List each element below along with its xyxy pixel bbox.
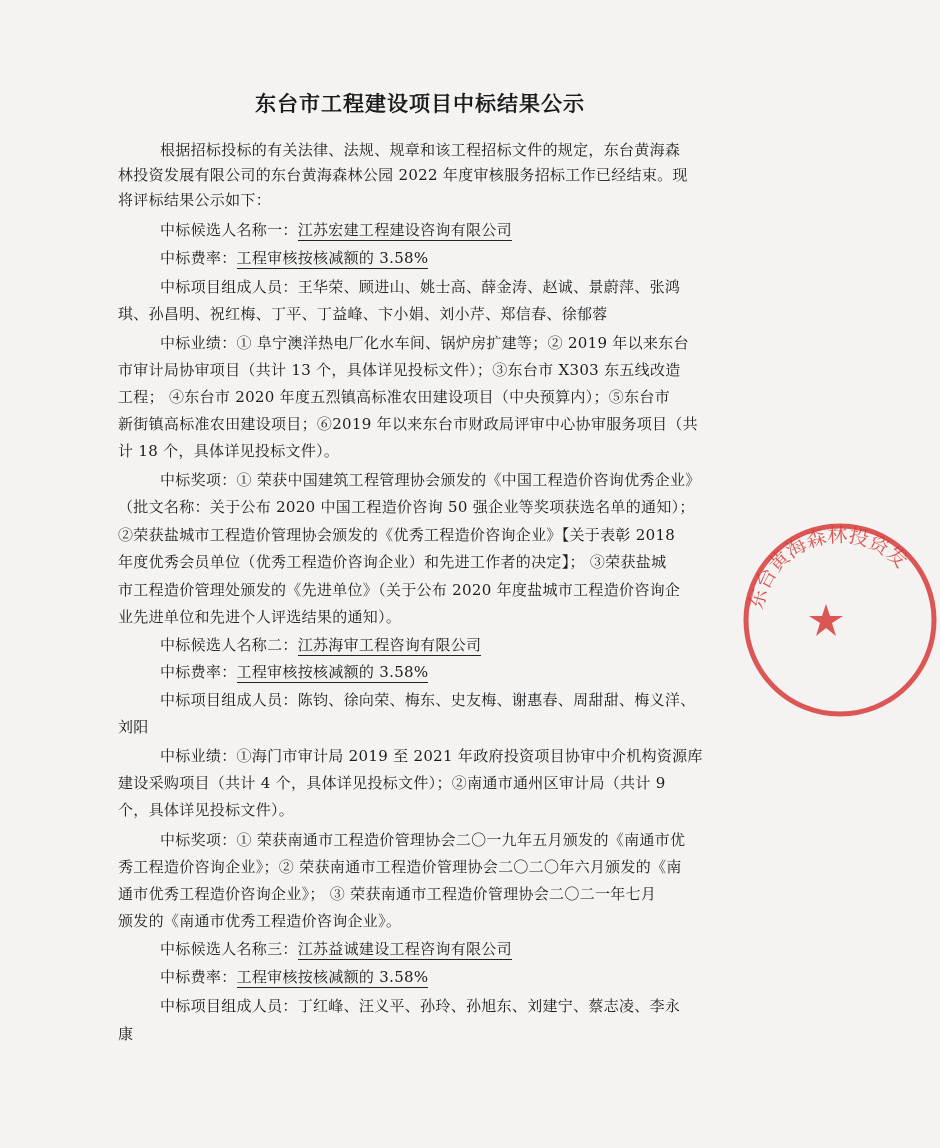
candidate1-name-label: 中标候选人名称一： [160, 221, 298, 239]
candidate2-members-line-1: 中标项目组成人员：陈钧、徐向荣、梅东、史友梅、谢惠春、周甜甜、梅义洋、 [160, 691, 696, 709]
candidate2-perf-line-1: 中标业绩：①海门市审计局 2019 至 2021 年政府投资项目协审中介机构资源库 [160, 747, 703, 765]
candidate1-award-line-4: 年度优秀会员单位（优秀工程造价咨询企业）和先进工作者的决定】； ③荣获盐城 [118, 553, 667, 571]
intro-line-3: 将评标结果公示如下： [118, 191, 272, 209]
candidate1-members-line-1: 中标项目组成人员：王华荣、顾进山、姚士高、薛金涛、赵诚、景蔚萍、张鸿 [160, 278, 681, 296]
candidate1-perf-line-3: 工程； ④东台市 2020 年度五烈镇高标准农田建设项目（中央预算内）；⑤东台市 [118, 388, 670, 406]
candidate2-award-line-1: 中标奖项：① 荣获南通市工程造价管理协会二〇一九年五月颁发的《南通市优 [160, 831, 686, 849]
candidate3-name-label: 中标候选人名称三： [160, 940, 298, 958]
candidate2-award-line-3: 通市优秀工程造价咨询企业》； ③ 荣获南通市工程造价管理协会二〇二一年七月 [118, 885, 657, 903]
candidate3-name-row [160, 939, 512, 959]
candidate2-name-row [160, 635, 481, 655]
seal-text: 东台黄海森林投资发 [743, 522, 913, 612]
candidate2-fee: 工程审核按核减额的 3.58% [236, 663, 429, 681]
candidate1-fee-row [160, 248, 428, 268]
intro-line-2: 林投资发展有限公司的东台黄海森林公园 2022 年度审核服务招标工作已经结束。现 [118, 166, 688, 184]
candidate2-perf-line-2: 建设采购项目（共计 4 个，具体详见投标文件）；②南通市通州区审计局（共计 9 [118, 774, 666, 792]
document-title: 东台市工程建设项目中标结果公示 [255, 91, 585, 116]
company-seal [740, 520, 940, 720]
candidate2-fee-label: 中标费率： [160, 663, 237, 681]
candidate1-perf-line-1: 中标业绩：① 阜宁澳洋热电厂化水车间、锅炉房扩建等；② 2019 年以来东台 [160, 334, 689, 352]
candidate1-members-line-2: 琪、孙昌明、祝红梅、丁平、丁益峰、卞小娟、刘小芹、郑信春、徐郁蓉 [118, 305, 608, 323]
candidate1-award-line-1: 中标奖项：① 荣获中国建筑工程管理协会颁发的《中国工程造价咨询优秀企业》 [160, 471, 701, 489]
candidate3-fee-label: 中标费率： [160, 968, 237, 986]
candidate2-award-line-4: 颁发的《南通市优秀工程造价咨询企业》。 [118, 912, 402, 930]
candidate3-fee-row [160, 967, 428, 987]
candidate1-fee-label: 中标费率： [160, 249, 237, 267]
candidate2-award-line-2: 秀工程造价咨询企业》；② 荣获南通市工程造价管理协会二〇二〇年六月颁发的《南 [118, 858, 682, 876]
candidate2-perf-line-3: 个，具体详见投标文件）。 [118, 801, 295, 819]
candidate2-name-label: 中标候选人名称二： [160, 636, 298, 654]
candidate2-fee-row [160, 662, 428, 682]
candidate1-award-line-3: ②荣获盐城市工程造价管理协会颁发的《优秀工程造价咨询企业》【关于表彰 2018 [118, 526, 676, 544]
candidate2-name: 江苏海审工程咨询有限公司 [297, 636, 482, 654]
candidate1-name: 江苏宏建工程建设咨询有限公司 [297, 221, 512, 239]
candidate3-members-line-1: 中标项目组成人员：丁红峰、汪义平、孙玲、孙旭东、刘建宁、蔡志凌、李永 [160, 997, 681, 1015]
candidate1-perf-line-5: 计 18 个，具体详见投标文件）。 [118, 442, 340, 460]
candidate1-perf-line-2: 市审计局协审项目（共计 13 个，具体详见投标文件）；③东台市 X303 东五线改造 [118, 361, 681, 379]
candidate1-award-line-6: 业先进单位和先进个人评选结果的通知）。 [118, 608, 402, 626]
candidate3-fee: 工程审核按核减额的 3.58% [236, 968, 429, 986]
candidate3-name: 江苏益诚建设工程咨询有限公司 [297, 940, 512, 958]
candidate1-perf-line-4: 新街镇高标准农田建设项目；⑥2019 年以来东台市财政局评审中心协审服务项目（共 [118, 415, 698, 433]
candidate1-award-line-2: （批文名称：关于公布 2020 中国工程造价咨询 50 强企业等奖项获选名单的通知）； [118, 498, 695, 516]
candidate3-members-line-2: 康 [118, 1025, 134, 1043]
intro-line-1: 根据招标投标的有关法律、法规、规章和该工程招标文件的规定，东台黄海森 [160, 141, 681, 159]
candidate2-members-line-2: 刘阳 [118, 718, 149, 736]
candidate1-fee: 工程审核按核减额的 3.58% [236, 249, 429, 267]
seal-star-icon [809, 604, 843, 636]
candidate1-award-line-5: 市工程造价管理处颁发的《先进单位》（关于公布 2020 年度盐城市工程造价咨询企 [118, 581, 681, 599]
candidate1-name-row [160, 220, 512, 240]
